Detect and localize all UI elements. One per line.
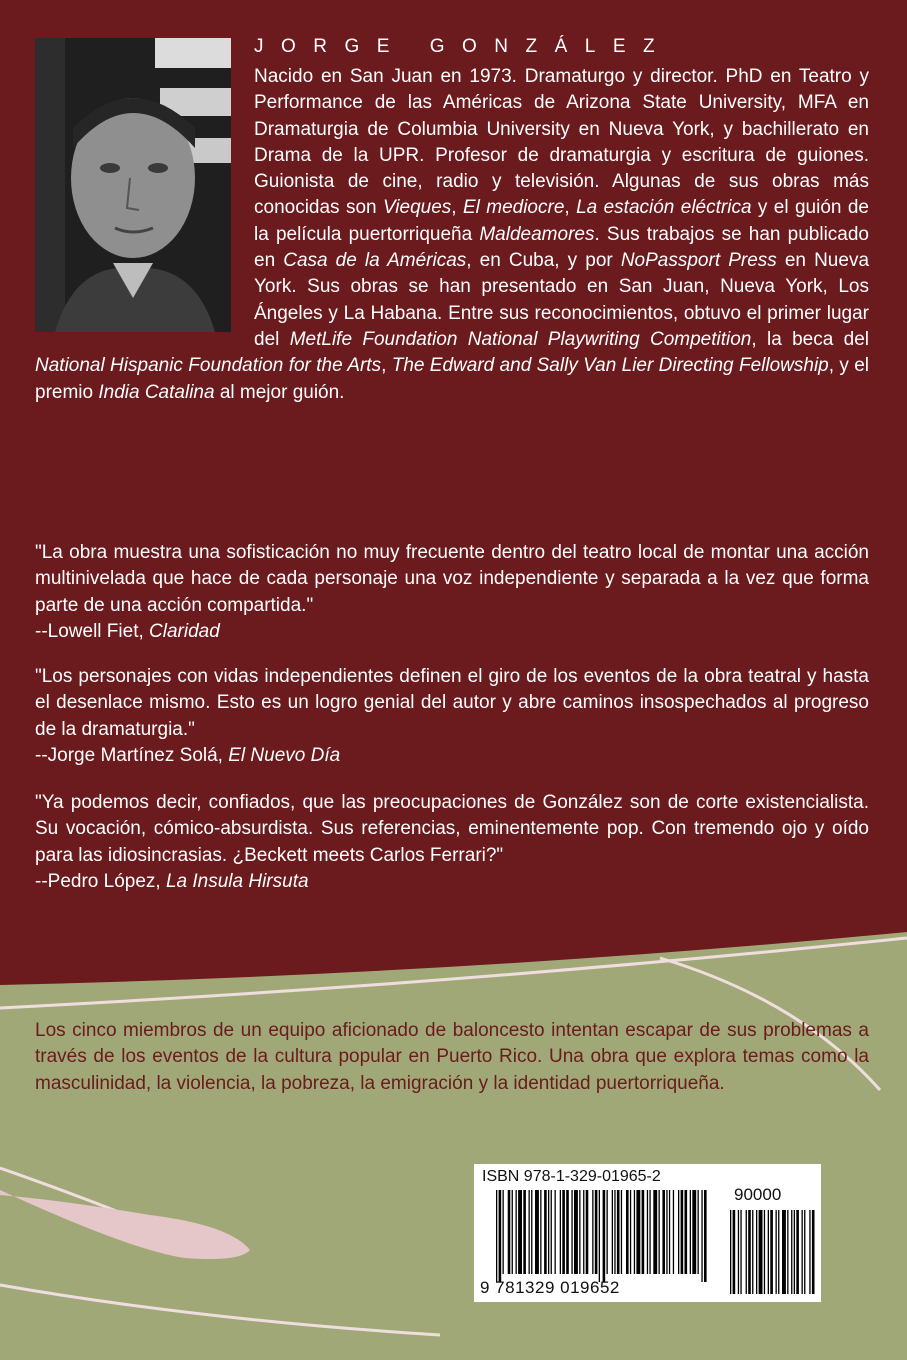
- quote-attribution: [35, 619, 869, 645]
- barcode-bar: [614, 1190, 615, 1274]
- barcode-bar: [776, 1210, 777, 1294]
- price-code: 90000: [734, 1185, 782, 1204]
- bio-award: National Hispanic Foundation for the Arts: [35, 355, 382, 377]
- barcode-bar: [617, 1190, 620, 1274]
- barcode-bar: [698, 1190, 699, 1274]
- quote-attribution: [35, 743, 869, 769]
- bio-text: , en Cuba, y por: [466, 250, 621, 272]
- barcode-bar: [748, 1210, 751, 1294]
- barcode-bar: [746, 1210, 747, 1294]
- bio-publication: Casa de la Américas: [283, 250, 467, 272]
- quote-text: "La obra muestra una sofisticación no muy frecuente dentro del teatro local de montar una acción multinivelada que hace de cada personaje una voz independiente y separada a la vez que forma parte de una acción compartida.": [35, 542, 869, 616]
- bio-award: The Edward and Sally Van Lier Directing Fellowship: [391, 355, 829, 377]
- bio-work-title: Vieques: [382, 197, 452, 219]
- barcode-bar: [503, 1190, 504, 1274]
- quote-source: La Insula Hirsuta: [165, 870, 309, 892]
- barcode-bar: [659, 1190, 660, 1274]
- bio-text: ,: [564, 197, 577, 219]
- barcode-bar: [562, 1190, 565, 1274]
- barcode-bar: [782, 1210, 786, 1294]
- barcode-bar: [571, 1190, 572, 1274]
- barcode-bar: [523, 1190, 526, 1274]
- barcode-bar: [560, 1190, 561, 1274]
- quote-source: El Nuevo Día: [228, 744, 341, 766]
- barcode-bar: [551, 1190, 552, 1274]
- barcode-bar: [768, 1210, 769, 1294]
- barcode-bar: [733, 1210, 736, 1294]
- barcode-bar: [586, 1190, 589, 1274]
- barcode-bar: [692, 1190, 696, 1274]
- photo-spacer: [35, 64, 254, 350]
- barcode-bar: [636, 1190, 640, 1274]
- bio-text: , la beca del: [751, 328, 869, 350]
- barcode-bar: [496, 1190, 497, 1282]
- barcode-bar: [791, 1210, 792, 1294]
- author-bio: [35, 64, 869, 406]
- bio-text: y el guión de la película puertorriqueña: [254, 197, 869, 245]
- barcode-bar: [740, 1210, 741, 1294]
- barcode-bar: [612, 1190, 613, 1274]
- quote-source: Claridad: [149, 620, 220, 642]
- barcode-bar: [595, 1190, 598, 1274]
- barcode-bar: [662, 1190, 665, 1274]
- quote-text: "Ya podemos decir, confiados, que las preocupaciones de González son de corte existencialista. Su vocación, cómico-absurdista. Sus referencias, eminentemente pop. Con tremendo ojo y oído para las idiosincrasias. ¿Beckett meets Carlos Ferrari?": [35, 792, 869, 866]
- bio-text: ,: [451, 197, 463, 219]
- barcode-bar: [787, 1210, 788, 1294]
- barcode-bar: [759, 1210, 763, 1294]
- barcode-bar: [802, 1210, 803, 1294]
- barcode-bar: [796, 1210, 799, 1294]
- barcode-bar: [566, 1190, 569, 1274]
- bio-work-title: La estación eléctrica: [576, 197, 752, 219]
- bio-text: . Sus trabajos se han publicado en: [254, 223, 870, 272]
- bio-text: al mejor guión.: [214, 381, 345, 403]
- barcode-bar: [512, 1190, 513, 1274]
- barcode-bar: [809, 1210, 810, 1294]
- barcode-bar: [579, 1190, 580, 1274]
- book-synopsis: Los cinco miembros de un equipo aficionado de baloncesto intentan escapar de sus problemas a través de los eventos de la cultura popular en Puerto Rico. Una obra que explora temas como la masculinidad, la violencia, la pobreza, la emigración y la identidad puertorriqueña.: [35, 1020, 869, 1094]
- barcode-bar: [653, 1190, 657, 1274]
- quote-attribution: [35, 869, 869, 895]
- quote-author: --Jorge Martínez Solá,: [35, 744, 229, 766]
- barcode-bar: [499, 1190, 502, 1282]
- barcode-bar: [642, 1190, 645, 1274]
- barcode-bar: [630, 1190, 631, 1274]
- quote-author: --Pedro López,: [35, 870, 166, 892]
- bio-text: ,: [381, 355, 392, 377]
- barcode-bar: [701, 1190, 702, 1282]
- review-quote: [35, 664, 869, 769]
- barcode-bar: [555, 1190, 556, 1274]
- barcode-bar: [778, 1210, 779, 1294]
- barcode-bar: [531, 1190, 532, 1274]
- bio-publication: NoPassport Press: [620, 250, 777, 272]
- barcode-bar: [690, 1190, 691, 1274]
- barcode-bar: [626, 1190, 629, 1274]
- barcode-bar: [592, 1190, 593, 1274]
- barcode-bar: [649, 1190, 650, 1274]
- barcode-bar: [548, 1190, 549, 1274]
- bio-work-title: Maldeamores: [479, 223, 595, 245]
- barcode-bar: [599, 1190, 600, 1282]
- barcode-bar: [634, 1190, 635, 1274]
- bio-text: , y el premio: [35, 355, 870, 403]
- barcode-bar: [647, 1190, 648, 1274]
- barcode-bar: [752, 1210, 753, 1294]
- price-barcode: [730, 1210, 816, 1294]
- bio-work-title: El mediocre: [462, 197, 565, 219]
- bio-text: en Nueva York. Sus obras se han presentado en San Juan, Nueva York, Los Ángeles y La Habana. Entre sus reconocimientos, obtuvo el primer lugar del: [254, 250, 870, 350]
- barcode-bar: [704, 1190, 707, 1282]
- bio-text: Nacido en San Juan en 1973. Dramaturgo y director. PhD en Teatro y Performance de las Américas de Arizona State University, MFA en Dramaturgia de Columbia University en Nueva York, y bachillerato en Drama de la UPR. Profesor de dramaturgia y escritura de guiones. Guionista de cine, radio y televisión. Algunas de sus obras más conocidas son: [254, 66, 869, 219]
- barcode-bar: [516, 1190, 517, 1274]
- barcode-bar: [603, 1190, 606, 1282]
- barcode-bar: [738, 1210, 739, 1294]
- ean-digits: 9 781329 019652: [480, 1278, 620, 1297]
- barcode-bar: [669, 1190, 670, 1274]
- barcode-bar: [764, 1210, 765, 1294]
- barcode-bar: [685, 1190, 688, 1274]
- barcode-bar: [508, 1190, 511, 1274]
- barcode-bar: [730, 1210, 731, 1294]
- barcode-bar: [574, 1190, 578, 1274]
- barcode-bar: [678, 1190, 679, 1274]
- barcode-bar: [666, 1190, 667, 1274]
- barcode-bar: [607, 1190, 608, 1274]
- barcode-bar: [681, 1190, 684, 1274]
- barcode-bar: [804, 1210, 805, 1294]
- author-name: JORGE GONZÁLEZ: [254, 36, 673, 57]
- barcode-bar: [794, 1210, 795, 1294]
- barcode-bar: [770, 1210, 773, 1294]
- barcode-bar: [621, 1190, 622, 1274]
- ean-barcode: [496, 1190, 708, 1282]
- bio-award: India Catalina: [98, 381, 215, 403]
- quote-author: --Lowell Fiet,: [35, 620, 150, 642]
- barcode-bar: [529, 1190, 530, 1274]
- barcode-bar: [518, 1190, 522, 1274]
- review-quote: [35, 790, 869, 895]
- bio-award: MetLife Foundation National Playwriting Competition: [289, 328, 752, 350]
- barcode-bar: [544, 1190, 547, 1274]
- barcode-bar: [673, 1190, 674, 1274]
- quote-text: "Los personajes con vidas independientes definen el giro de los eventos de la obra teatral y hasta el desenlace mismo. Esto es un logro genial del autor y abre caminos insospechados al progreso de la dramaturgia.": [35, 666, 869, 740]
- barcode-bar: [812, 1210, 815, 1294]
- barcode-bar: [583, 1190, 584, 1274]
- isbn-label: ISBN 978-1-329-01965-2: [482, 1168, 661, 1185]
- barcode-bar: [756, 1210, 757, 1294]
- barcode-bar: [540, 1190, 541, 1274]
- barcode-bar: [535, 1190, 539, 1274]
- review-quote: [35, 540, 869, 645]
